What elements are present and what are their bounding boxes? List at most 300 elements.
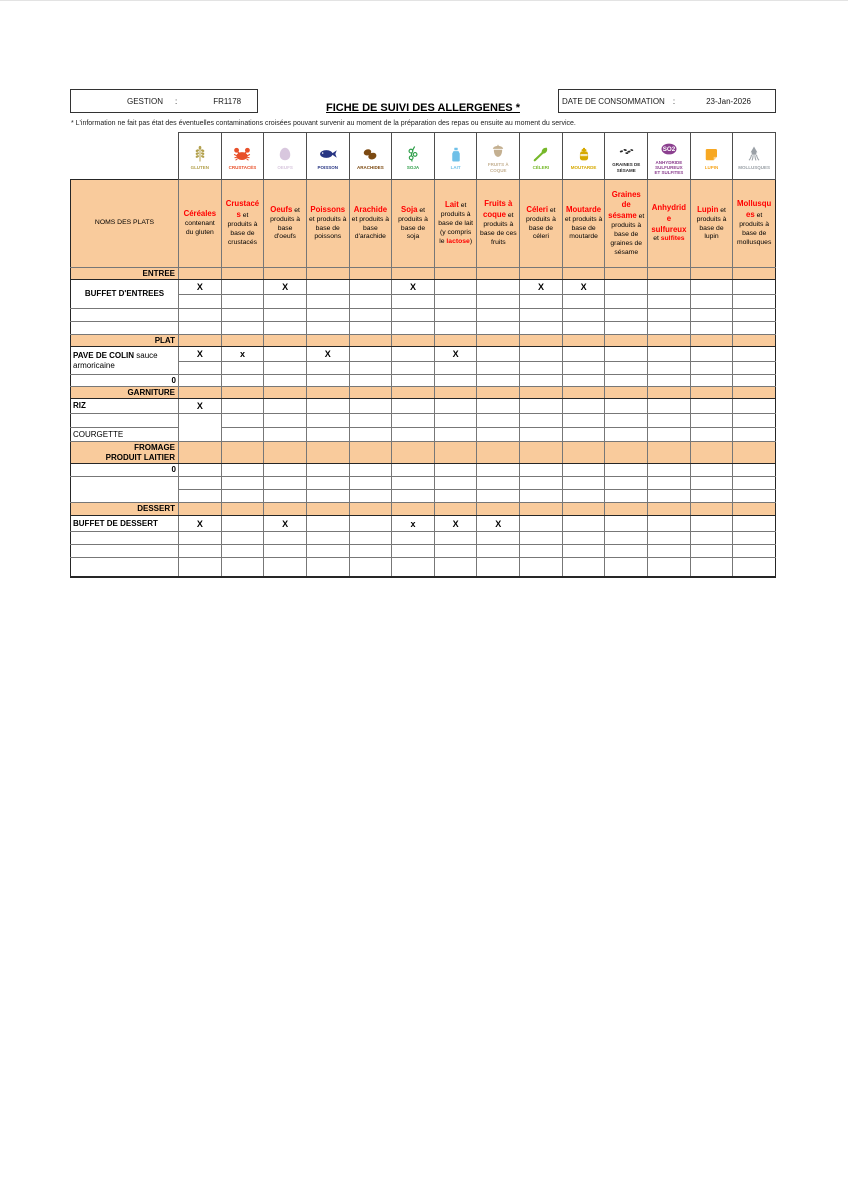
grid-cell <box>648 399 691 414</box>
milk-bottle-icon <box>435 144 477 164</box>
section-fill-cell <box>605 335 648 347</box>
row-label-riz: RIZ <box>71 399 179 414</box>
section-fill-cell <box>605 442 648 464</box>
grid-cell <box>690 428 733 442</box>
gestion-label: GESTION <box>127 96 164 106</box>
egg-icon <box>264 144 306 164</box>
section-fill-cell <box>605 503 648 516</box>
section-fill-cell <box>520 442 563 464</box>
grid-cell <box>562 558 605 577</box>
allergen-header-mollusques <box>733 180 776 268</box>
grid-cell <box>690 490 733 503</box>
section-label-garniture: GARNITURE <box>71 387 179 399</box>
grid-cell <box>690 558 733 577</box>
grid-cell <box>264 399 307 414</box>
grid-cell <box>690 295 733 309</box>
allergen-name: Moutarde <box>566 204 602 214</box>
grid-cell <box>477 532 520 545</box>
page-title: FICHE DE SUIVI DES ALLERGENES * <box>326 102 520 114</box>
allergen-header-soja <box>392 180 435 268</box>
section-fill-cell <box>562 442 605 464</box>
dish-row-0 <box>71 375 776 387</box>
grid-cell <box>264 428 307 442</box>
grid-cell <box>306 362 349 375</box>
section-fill-cell <box>733 387 776 399</box>
grid-cell <box>520 558 563 577</box>
dish-row-buffet-de-dessert <box>71 516 776 532</box>
grid-cell <box>477 414 520 428</box>
grid-cell <box>477 558 520 577</box>
section-fill-cell <box>179 503 222 516</box>
icon-cell-arachides <box>349 133 392 180</box>
grid-cell <box>520 428 563 442</box>
grid-cell <box>392 322 435 335</box>
allergen-desc: et <box>653 235 661 243</box>
allergen-name: Céréales <box>183 209 217 219</box>
row-label-empty <box>71 477 179 503</box>
icon-cell-sesame <box>605 133 648 180</box>
grid-cell <box>264 490 307 503</box>
section-fill-cell <box>306 503 349 516</box>
disclaimer-note: * L'information ne fait pas état des éventuelles contaminations croisées pouvant survenir au moment de la préparation des repas ou ensuite au moment du service. <box>71 120 576 127</box>
allergen-icons-row <box>71 133 776 180</box>
allergen-desc: et produits à base de mollusques <box>736 212 772 246</box>
grid-cell <box>605 309 648 322</box>
grid-cell <box>690 545 733 558</box>
grid-cell <box>690 464 733 477</box>
mustard-icon <box>563 144 605 164</box>
grid-cell <box>179 477 222 490</box>
soy-icon <box>392 144 434 164</box>
section-fill-cell <box>690 335 733 347</box>
section-fill-cell <box>392 503 435 516</box>
grid-cell <box>306 295 349 309</box>
section-fill-cell <box>648 268 691 280</box>
grid-cell <box>648 280 691 295</box>
fish-icon <box>307 144 349 164</box>
grid-cell <box>221 516 264 532</box>
icon-label: OEUFS <box>277 164 293 170</box>
grid-cell <box>690 309 733 322</box>
section-row-dessert <box>71 503 776 516</box>
grid-cell <box>562 295 605 309</box>
grid-cell <box>306 375 349 387</box>
grid-cell <box>477 347 520 362</box>
allergen-desc: et produits à base de crustacés <box>227 212 258 246</box>
row-label-courgette: COURGETTE <box>71 428 179 442</box>
dish-row-pave-de-colin-sauce-armoricaine <box>71 347 776 362</box>
grid-cell <box>221 558 264 577</box>
row-label-buffet-d-entrees: BUFFET D'ENTREES <box>71 280 179 309</box>
grid-cell <box>690 362 733 375</box>
icon-label: MOUTARDE <box>570 164 597 170</box>
section-label-dessert: DESSERT <box>71 503 179 516</box>
grid-cell <box>392 428 435 442</box>
allergen-header-poisson <box>306 180 349 268</box>
empty-row <box>71 309 776 322</box>
grid-cell <box>221 477 264 490</box>
grid-cell <box>520 375 563 387</box>
grid-cell <box>221 375 264 387</box>
grid-cell <box>349 516 392 532</box>
grid-cell <box>179 558 222 577</box>
section-fill-cell <box>648 335 691 347</box>
section-fill-cell <box>306 268 349 280</box>
allergen-mark-cell: X <box>264 280 307 295</box>
section-fill-cell <box>562 387 605 399</box>
section-fill-cell <box>434 503 477 516</box>
section-fill-cell <box>648 503 691 516</box>
icon-label: SOJA <box>406 164 420 170</box>
allergen-mark-cell: X <box>179 399 222 414</box>
row-label-0: 0 <box>71 464 179 477</box>
section-fill-cell <box>434 387 477 399</box>
grid-cell <box>690 322 733 335</box>
grid-cell <box>648 558 691 577</box>
allergen-desc: contenant du gluten <box>184 220 215 236</box>
section-label-fromage: FROMAGE PRODUIT LAITIER <box>71 442 179 464</box>
grid-cell <box>221 428 264 442</box>
grid-cell <box>221 295 264 309</box>
grid-cell <box>520 477 563 490</box>
grid-cell <box>477 477 520 490</box>
allergen-mark-cell: X <box>392 280 435 295</box>
allergen-desc: et produits à base de lupin <box>696 206 727 241</box>
allergen-header-celeri <box>520 180 563 268</box>
icon-cell-soja <box>392 133 435 180</box>
section-fill-cell <box>477 268 520 280</box>
grid-cell <box>562 309 605 322</box>
section-fill-cell <box>221 268 264 280</box>
date-colon: : <box>672 96 676 106</box>
grid-cell <box>264 558 307 577</box>
grid-cell <box>562 399 605 414</box>
row-label-empty <box>71 545 179 558</box>
grid-cell <box>733 414 776 428</box>
section-row-fromage <box>71 442 776 464</box>
grid-cell <box>306 545 349 558</box>
section-fill-cell <box>264 503 307 516</box>
allergen-desc: et produits à base de graines de sésame <box>610 213 645 256</box>
grid-cell <box>605 464 648 477</box>
section-fill-cell <box>477 442 520 464</box>
grid-cell <box>392 464 435 477</box>
grid-cell <box>306 428 349 442</box>
icon-cell-celeri <box>520 133 563 180</box>
section-row-plat <box>71 335 776 347</box>
grid-cell <box>562 532 605 545</box>
grid-cell <box>392 558 435 577</box>
grid-cell <box>562 428 605 442</box>
section-label-entree: ENTREE <box>71 268 179 280</box>
grid-cell <box>562 322 605 335</box>
grid-cell <box>349 464 392 477</box>
empty-row <box>71 322 776 335</box>
grid-cell <box>221 399 264 414</box>
grid-cell <box>349 414 392 428</box>
section-fill-cell <box>306 442 349 464</box>
grid-cell <box>349 309 392 322</box>
grid-cell <box>392 295 435 309</box>
grid-cell <box>648 375 691 387</box>
date-value: 23-Jan-2026 <box>706 96 751 106</box>
grid-cell <box>349 558 392 577</box>
grid-cell <box>349 295 392 309</box>
grid-cell <box>179 375 222 387</box>
section-fill-cell <box>434 268 477 280</box>
grid-cell <box>520 545 563 558</box>
section-fill-cell <box>349 442 392 464</box>
grid-cell <box>349 428 392 442</box>
grid-cell <box>179 532 222 545</box>
grid-cell <box>392 309 435 322</box>
grid-cell <box>605 558 648 577</box>
grid-cell <box>264 362 307 375</box>
allergen-mark-cell: X <box>434 516 477 532</box>
grid-cell <box>477 322 520 335</box>
grid-cell <box>520 532 563 545</box>
grid-cell <box>733 399 776 414</box>
section-fill-cell <box>306 387 349 399</box>
allergen-header-moutarde <box>562 180 605 268</box>
icon-cell-lupin <box>690 133 733 180</box>
grid-cell <box>605 532 648 545</box>
allergen-desc: et produits à base d'arachide <box>351 215 390 241</box>
grid-cell <box>562 362 605 375</box>
section-fill-cell <box>733 268 776 280</box>
grid-cell <box>306 322 349 335</box>
grid-cell <box>264 295 307 309</box>
grid-cell <box>349 280 392 295</box>
grid-cell <box>179 322 222 335</box>
lupin-icon <box>691 144 733 164</box>
grid-cell <box>306 532 349 545</box>
grid-cell <box>733 309 776 322</box>
grid-cell <box>733 477 776 490</box>
crab-icon <box>222 144 264 164</box>
grid-cell <box>690 516 733 532</box>
allergen-desc: sulfites <box>660 235 685 243</box>
grid-cell <box>349 490 392 503</box>
section-fill-cell <box>690 442 733 464</box>
icon-cell-oeufs <box>264 133 307 180</box>
grid-cell <box>392 414 435 428</box>
grid-cell <box>477 309 520 322</box>
row-label-empty <box>71 309 179 322</box>
empty-row <box>71 558 776 577</box>
section-fill-cell <box>520 268 563 280</box>
grid-cell <box>520 490 563 503</box>
allergen-header-oeufs <box>264 180 307 268</box>
section-fill-cell <box>434 442 477 464</box>
section-fill-cell <box>520 503 563 516</box>
grid-cell <box>306 558 349 577</box>
names-header-cell: NOMS DES PLATS <box>71 180 179 268</box>
grid-cell <box>648 516 691 532</box>
allergen-name: Graines de sésame <box>608 189 641 221</box>
grid-cell <box>690 477 733 490</box>
section-fill-cell <box>392 335 435 347</box>
allergen-name: Oeufs <box>270 204 293 214</box>
grid-cell <box>477 295 520 309</box>
grid-cell <box>434 280 477 295</box>
section-fill-cell <box>349 503 392 516</box>
grid-cell <box>264 464 307 477</box>
section-fill-cell <box>477 387 520 399</box>
grid-cell <box>349 362 392 375</box>
grid-cell <box>179 309 222 322</box>
grid-cell <box>349 399 392 414</box>
grid-cell <box>648 322 691 335</box>
grid-cell <box>477 280 520 295</box>
grid-cell <box>434 428 477 442</box>
grid-cell <box>264 477 307 490</box>
icon-label: LAIT <box>450 164 461 170</box>
grid-cell <box>648 464 691 477</box>
grid-cell <box>648 414 691 428</box>
grid-cell <box>221 545 264 558</box>
grid-cell <box>733 295 776 309</box>
grid-cell <box>221 322 264 335</box>
grid-cell <box>392 532 435 545</box>
allergen-mark-cell: X <box>306 347 349 362</box>
grid-cell <box>605 280 648 295</box>
allergen-name: Mollusques <box>737 199 772 220</box>
section-row-entree <box>71 268 776 280</box>
grid-cell <box>349 545 392 558</box>
grid-cell <box>434 532 477 545</box>
squid-icon <box>733 144 775 164</box>
allergen-header-sulfites <box>648 180 691 268</box>
grid-cell <box>434 362 477 375</box>
grid-cell <box>605 322 648 335</box>
grid-cell <box>562 490 605 503</box>
grid-cell <box>520 362 563 375</box>
empty-row <box>71 477 776 490</box>
sesame-seeds-icon <box>605 141 647 161</box>
section-fill-cell <box>264 268 307 280</box>
allergen-mark-cell: X <box>179 280 222 295</box>
grid-cell <box>648 428 691 442</box>
grid-cell <box>477 375 520 387</box>
section-fill-cell <box>264 335 307 347</box>
grid-cell <box>562 464 605 477</box>
grid-cell <box>434 375 477 387</box>
icon-label: MOLLUSQUES <box>738 164 771 170</box>
grid-cell <box>520 309 563 322</box>
grid-cell <box>733 280 776 295</box>
gestion-colon: : <box>175 96 178 106</box>
grid-cell <box>605 477 648 490</box>
section-fill-cell <box>520 335 563 347</box>
allergen-mark-cell: X <box>477 516 520 532</box>
allergen-name: Anhydride sulfureux <box>651 202 687 234</box>
grid-cell <box>562 414 605 428</box>
grid-cell <box>264 545 307 558</box>
grid-cell <box>477 399 520 414</box>
allergen-desc: et produits à base de soja <box>398 206 428 241</box>
section-fill-cell <box>648 387 691 399</box>
section-fill-cell <box>392 442 435 464</box>
grid-cell <box>605 490 648 503</box>
grid-cell <box>562 375 605 387</box>
section-fill-cell <box>221 387 264 399</box>
grid-cell <box>306 477 349 490</box>
section-fill-cell <box>690 503 733 516</box>
allergen-name: Lait <box>444 200 459 210</box>
icon-label: CÉLERI <box>532 164 550 170</box>
allergen-header-gluten <box>179 180 222 268</box>
empty-row <box>71 414 776 428</box>
section-fill-cell <box>392 268 435 280</box>
grid-cell <box>520 295 563 309</box>
peanut-icon <box>350 144 392 164</box>
grid-cell <box>179 414 222 442</box>
blank-corner-cell <box>71 133 179 180</box>
grid-cell <box>605 545 648 558</box>
section-fill-cell <box>562 503 605 516</box>
icon-label: CRUSTACÉS <box>228 164 257 170</box>
grid-cell <box>434 464 477 477</box>
grid-cell <box>690 414 733 428</box>
allergen-name: Poissons <box>310 204 346 214</box>
grid-cell <box>179 295 222 309</box>
grid-cell <box>648 295 691 309</box>
allergen-header-sesame <box>605 180 648 268</box>
grid-cell <box>648 347 691 362</box>
allergen-sheet <box>70 89 776 578</box>
grid-cell <box>477 464 520 477</box>
section-fill-cell <box>477 503 520 516</box>
allergen-name: Fruits à coque <box>483 199 513 220</box>
grid-cell <box>733 516 776 532</box>
row-label-0: 0 <box>71 375 179 387</box>
grid-cell <box>264 347 307 362</box>
grid-cell <box>179 490 222 503</box>
grid-cell <box>221 414 264 428</box>
empty-row <box>71 545 776 558</box>
allergen-name: Arachide <box>353 204 388 214</box>
dish-row-buffet-d-entrees <box>71 280 776 295</box>
allergen-desc: et produits à base de moutarde <box>564 215 603 241</box>
grid-cell <box>605 428 648 442</box>
grid-cell <box>562 545 605 558</box>
grid-cell <box>221 280 264 295</box>
section-label-plat: PLAT <box>71 335 179 347</box>
grid-cell <box>605 516 648 532</box>
grid-cell <box>733 545 776 558</box>
allergen-desc: ) <box>469 237 473 245</box>
grid-cell <box>349 477 392 490</box>
allergen-table <box>70 132 776 578</box>
icon-label: FRUITS À COQUE <box>487 162 509 173</box>
section-fill-cell <box>477 335 520 347</box>
allergen-name: Crustacés <box>225 199 260 220</box>
icon-cell-gluten <box>179 133 222 180</box>
grid-cell <box>733 490 776 503</box>
section-fill-cell <box>733 442 776 464</box>
grid-cell <box>648 532 691 545</box>
grid-cell <box>349 322 392 335</box>
icon-cell-poisson <box>306 133 349 180</box>
grid-cell <box>434 295 477 309</box>
allergen-header-row <box>71 180 776 268</box>
so2-icon <box>648 139 690 159</box>
grid-cell <box>733 532 776 545</box>
allergen-mark-cell: X <box>562 280 605 295</box>
grid-cell <box>392 399 435 414</box>
section-fill-cell <box>690 387 733 399</box>
